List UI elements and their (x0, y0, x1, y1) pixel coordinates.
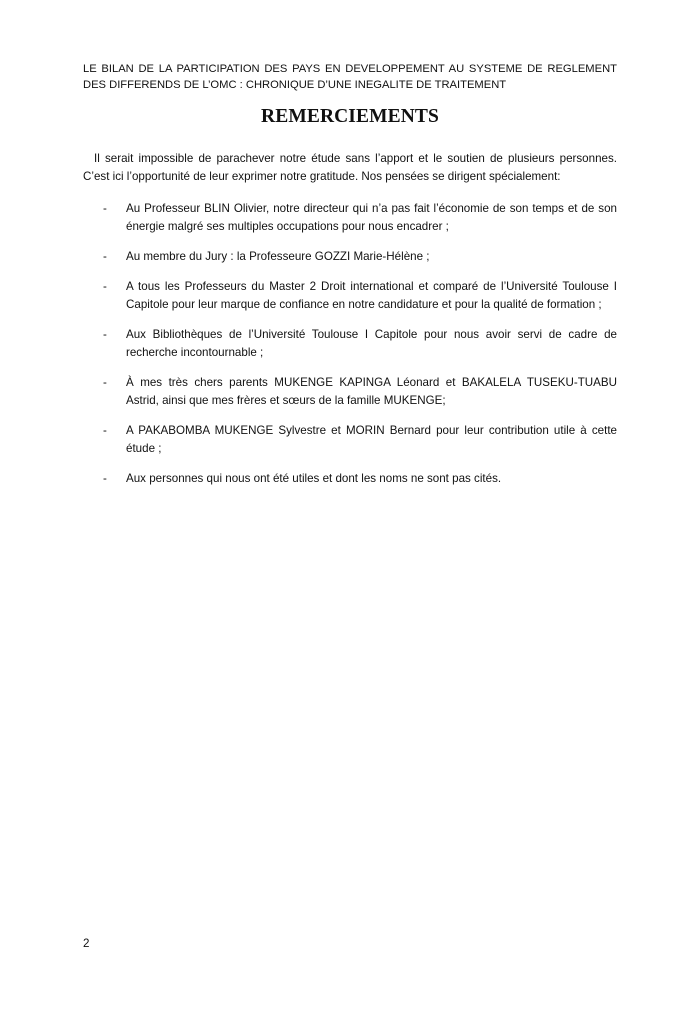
bullet-dash: - (103, 376, 107, 389)
bullet-dash: - (103, 424, 107, 437)
list-item-text: Aux personnes qui nous ont été utiles et dont les noms ne sont pas cités. (126, 472, 502, 485)
list-item-text: Aux Bibliothèques de l’Université Toulouse I Capitole pour nous avoir servi de cadre de recherche incontournable ; (126, 328, 617, 359)
page-title: REMERCIEMENTS (261, 106, 439, 127)
list-item (83, 248, 617, 266)
list-item-text: Au Professeur BLIN Olivier, notre directeur qui n’a pas fait l’économie de son temps et de son énergie malgré ses multiples occupations pour nous encadrer ; (126, 202, 617, 233)
list-item-text: A tous les Professeurs du Master 2 Droit international et comparé de l’Université Toulouse I Capitole pour leur marque de confiance en notre candidature et pour la qualité de formation ; (126, 280, 617, 311)
bullet-dash: - (103, 328, 107, 341)
list-item (83, 422, 617, 458)
page-number: 2 (83, 937, 90, 950)
list-item (83, 326, 617, 362)
acknowledgements-list (83, 200, 617, 500)
list-item (83, 374, 617, 410)
bullet-dash: - (103, 280, 107, 293)
list-item-text: À mes très chers parents MUKENGE KAPINGA Léonard et BAKALELA TUSEKU-TUABU Astrid, ainsi que mes frères et sœurs de la famille MUKENGE; (126, 376, 617, 407)
list-item-text: Au membre du Jury : la Professeure GOZZI Marie-Hélène ; (126, 250, 430, 263)
list-item (83, 470, 617, 488)
running-header: LE BILAN DE LA PARTICIPATION DES PAYS EN DEVELOPPEMENT AU SYSTEME DE REGLEMENT DES DIFFERENDS DE L’OMC : CHRONIQUE D’UNE INEGALITE DE TRAITEMENT (83, 63, 617, 91)
intro-paragraph: Il serait impossible de parachever notre étude sans l’apport et le soutien de plusieurs personnes. C’est ici l’opportunité de leur exprimer notre gratitude. Nos pensées se dirigent spécialement: (83, 152, 617, 183)
list-item-text: A PAKABOMBA MUKENGE Sylvestre et MORIN Bernard pour leur contribution utile à cette étude ; (126, 424, 617, 455)
bullet-dash: - (103, 202, 107, 215)
list-item (83, 278, 617, 314)
bullet-dash: - (103, 250, 107, 263)
list-item (83, 200, 617, 236)
bullet-dash: - (103, 472, 107, 485)
